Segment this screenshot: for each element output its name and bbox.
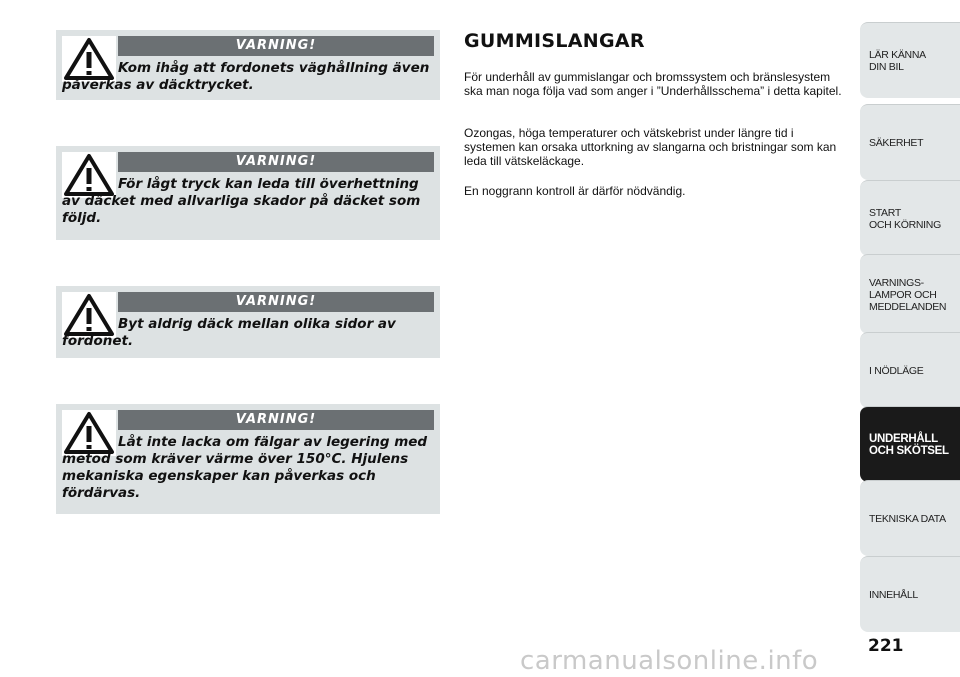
warning-text: Låt inte lacka om fälgar av legering med metod som kräver värme över 150°C. Hjulens mekaniska egenskaper kan påverkas och fördärvas. bbox=[62, 434, 428, 501]
tab-label: I NÖDLÄGE bbox=[869, 364, 924, 377]
tab-label: START OCH KÖRNING bbox=[869, 206, 941, 231]
paragraph-2: Ozongas, höga temperaturer och vätskebrist under längre tid i systemen kan orsaka uttorkning av slangarna och bristningar som kan leda till vätskeläckage. bbox=[464, 126, 837, 168]
warning-heading: VARNING! bbox=[118, 36, 434, 56]
tab-lar-kanna[interactable] bbox=[860, 22, 960, 98]
warning-text: För lågt tryck kan leda till överhettning av däcket med allvarliga skador på däcket som följd. bbox=[62, 176, 421, 226]
warning-box-1 bbox=[56, 30, 440, 100]
tab-varningslampor[interactable] bbox=[860, 254, 960, 334]
page-number: 221 bbox=[868, 636, 904, 656]
tab-i-nodlage[interactable] bbox=[860, 332, 960, 408]
warning-box-4 bbox=[56, 404, 440, 514]
section-title: GUMMISLANGAR bbox=[464, 30, 645, 52]
paragraph-3: En noggrann kontroll är därför nödvändig. bbox=[464, 184, 686, 198]
warning-heading: VARNING! bbox=[118, 292, 434, 312]
warning-box-2 bbox=[56, 146, 440, 240]
warning-text: Kom ihåg att fordonets väghållning även påverkas av däcktrycket. bbox=[62, 60, 430, 93]
warning-text: Byt aldrig däck mellan olika sidor av fordonet. bbox=[62, 316, 396, 349]
tab-label: UNDERHÅLL OCH SKÖTSEL bbox=[869, 432, 949, 457]
tab-underhall[interactable] bbox=[860, 406, 960, 482]
tab-tekniska-data[interactable] bbox=[860, 480, 960, 556]
tab-label: SÄKERHET bbox=[869, 136, 924, 149]
tab-label: VARNINGS- LAMPOR OCH MEDDELANDEN bbox=[869, 276, 947, 313]
warning-heading: VARNING! bbox=[118, 410, 434, 430]
warning-box-3 bbox=[56, 286, 440, 358]
tab-innehall[interactable] bbox=[860, 556, 960, 632]
watermark: carmanualsonline.info bbox=[520, 646, 819, 676]
tab-label: LÄR KÄNNA DIN BIL bbox=[869, 48, 926, 73]
warning-heading: VARNING! bbox=[118, 152, 434, 172]
paragraph-1: För underhåll av gummislangar och bromssystem och bränslesystem ska man noga följa vad som anger i ”Underhållsschema” i detta kapitel. bbox=[464, 70, 842, 98]
tab-start[interactable] bbox=[860, 180, 960, 256]
tab-sakerhet[interactable] bbox=[860, 104, 960, 180]
tab-label: INNEHÅLL bbox=[869, 588, 918, 601]
tab-label: TEKNISKA DATA bbox=[869, 512, 946, 525]
